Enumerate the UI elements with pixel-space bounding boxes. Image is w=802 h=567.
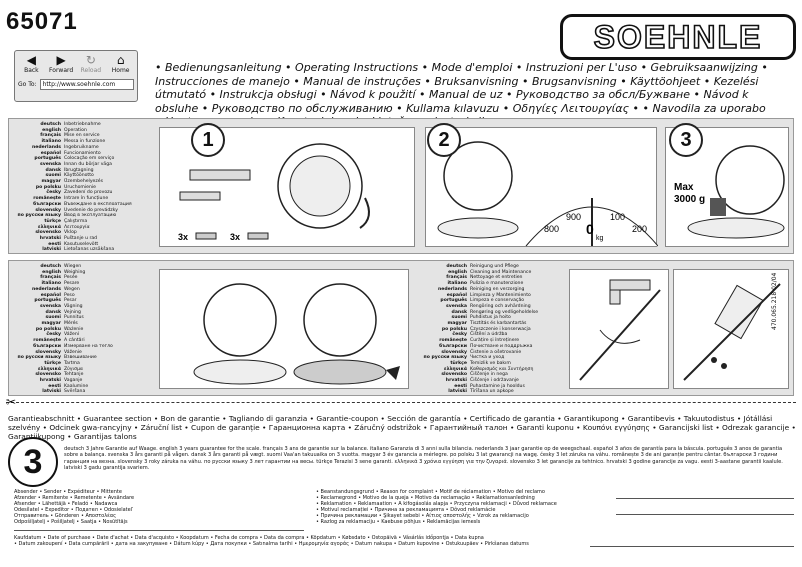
language-term: Puštanje u rad bbox=[64, 236, 98, 242]
sender-label: Absender • Sender • Expéditeur • Mittente bbox=[14, 489, 122, 495]
language-term: Čištění a údržba bbox=[470, 332, 508, 338]
language-name: hrvatski bbox=[39, 236, 61, 242]
language-name: slovensko bbox=[35, 372, 61, 378]
language-term: Čiščenje in nega bbox=[470, 372, 508, 378]
date-label: Kaufdatum • Date of purchase • Date d'achat • Data d'acquisto • Koopdatum • Fecha de compra • Data da compra • Köpdatum • Købsdato • Ostopäivä • Vásárlás időpontja • Data kupna bbox=[14, 535, 484, 541]
language-name: po polsku bbox=[441, 326, 467, 332]
language-name: latviski bbox=[42, 247, 61, 253]
language-term: Çalıştırma bbox=[64, 218, 88, 224]
date-line[interactable] bbox=[590, 546, 794, 547]
browser-illustration bbox=[14, 50, 138, 102]
language-name: slovensky bbox=[441, 349, 467, 355]
language-name: slovensko bbox=[35, 230, 61, 236]
forward-label: Forward bbox=[49, 67, 74, 74]
brand-name: SOEHNLE bbox=[593, 18, 763, 55]
language-name: ελληνικά bbox=[38, 224, 61, 230]
no-water-illustration bbox=[570, 270, 670, 390]
language-term: Rengøring og vedligeholdelse bbox=[470, 309, 539, 315]
language-term: Reinigung und Pflege bbox=[470, 264, 519, 269]
language-term: Czyszczenie i konserwacja bbox=[470, 326, 531, 332]
scale-dial-illustration bbox=[426, 128, 658, 248]
guarantee-sections: Garantieabschnitt • Guarantee section • Bon de garantie • Tagliando di garanzia • Garantie-coupon • Sección de garantía • Certificado de garantia • Garantikupong • Garantibevis • Takuutodistus • Jótállási szelvény • Odcinek gwa-rancyjny • Záruční list • Cupon de garanție • Гаранционна карта • Záručný odstrižok • Гарантийный талон • Garanti kuponu • Κουπόνι εγγύησης • Garancijski list • Odrezak garancije • Garantiikupong • Garantijas talons bbox=[8, 414, 796, 441]
language-term: Vážení bbox=[64, 332, 80, 338]
language-term: Svēršana bbox=[64, 389, 86, 395]
language-name: suomi bbox=[451, 315, 467, 321]
battery-qty-2: 3x bbox=[230, 232, 241, 242]
language-name: hrvatski bbox=[445, 378, 467, 384]
language-name: português bbox=[440, 298, 467, 304]
dial-800: 800 bbox=[544, 224, 560, 234]
sender-label: Odesílatel • Expeditor • Подател • Odosielateľ bbox=[14, 507, 133, 513]
language-name: english bbox=[42, 269, 61, 275]
language-name: magyar bbox=[41, 321, 61, 327]
language-name: български bbox=[439, 343, 467, 349]
language-name: slovensko bbox=[441, 372, 467, 378]
language-term: Wegen bbox=[64, 286, 80, 292]
language-name: latviski bbox=[42, 389, 61, 395]
document-code: 470.065.218 02/04 bbox=[771, 272, 778, 330]
language-term: Temizlik ve bakım bbox=[470, 360, 511, 366]
language-term: Peso bbox=[64, 292, 75, 298]
reason-label: • Beanstandungsgrund • Reason for complaint • Motif de réclamation • Motivo del reclamo bbox=[316, 489, 545, 495]
reason-label: • Razlog za reklamaciju • Kaebuse põhjus • Reklamācijas iemesls bbox=[316, 519, 481, 525]
language-term: Tartma bbox=[64, 360, 80, 366]
language-term: Pesare bbox=[64, 281, 80, 287]
dial-100: 100 bbox=[610, 212, 626, 222]
back-button[interactable] bbox=[18, 54, 45, 74]
tap-illustration-panel bbox=[569, 269, 669, 389]
battery-qty-1: 3x bbox=[178, 232, 189, 242]
language-term: Rengöring och avhärdning bbox=[470, 303, 531, 309]
language-name: eesti bbox=[48, 383, 61, 389]
weighing-cleaning-panel bbox=[8, 260, 794, 396]
back-label: Back bbox=[24, 67, 39, 74]
language-name: česky bbox=[452, 332, 467, 338]
language-name: français bbox=[446, 275, 467, 281]
language-name: suomi bbox=[45, 315, 61, 321]
home-label: Home bbox=[111, 67, 130, 74]
step-number-3: 3 bbox=[669, 123, 703, 157]
language-term: Взвешивание bbox=[64, 355, 97, 361]
language-term: Reiniging en verzorging bbox=[470, 286, 525, 292]
language-name: english bbox=[42, 127, 61, 133]
language-term: Punnitus bbox=[64, 315, 84, 321]
operation-panel bbox=[8, 118, 794, 254]
language-term: Messa in funzione bbox=[64, 139, 106, 145]
max-label: Max bbox=[674, 182, 694, 193]
language-name: slovensky bbox=[35, 349, 61, 355]
language-term: Operation bbox=[64, 127, 87, 133]
language-name: ελληνικά bbox=[444, 366, 467, 372]
language-name: dansk bbox=[45, 167, 61, 173]
goto-label: Go To: bbox=[18, 81, 37, 88]
language-term: Čišćenje i održavanje bbox=[470, 378, 519, 384]
back-arrow-icon: ◀ bbox=[26, 53, 36, 67]
language-name: deutsch bbox=[40, 122, 61, 127]
language-name: slovensky bbox=[35, 207, 61, 213]
language-name: hrvatski bbox=[39, 378, 61, 384]
reason-line-1[interactable] bbox=[616, 498, 794, 499]
cleaning-language-list bbox=[417, 264, 538, 395]
language-name: suomi bbox=[45, 173, 61, 179]
language-term: Mise en service bbox=[64, 133, 100, 139]
language-name: italiano bbox=[41, 281, 61, 287]
language-name: български bbox=[33, 201, 61, 207]
language-name: česky bbox=[46, 332, 61, 338]
sender-line[interactable] bbox=[14, 530, 304, 531]
language-name: türkçe bbox=[44, 218, 61, 224]
dial-200: 200 bbox=[632, 224, 648, 234]
reason-labels bbox=[316, 489, 606, 525]
scissors-icon: ✂ bbox=[6, 395, 17, 409]
url-field[interactable]: http://www.soehnle.com bbox=[40, 79, 134, 90]
language-term: Cleaning and Maintenance bbox=[470, 269, 532, 275]
language-term: Tīrīšana un apkope bbox=[470, 389, 514, 395]
language-name: eesti bbox=[454, 383, 467, 389]
language-term: Weighing bbox=[64, 269, 86, 275]
language-row bbox=[11, 389, 113, 395]
language-term: Ввод в эксплуатацию bbox=[64, 213, 117, 219]
language-term: Vägning bbox=[64, 303, 83, 309]
language-name: po polsku bbox=[35, 326, 61, 332]
language-term: Puhastamine ja hooldus bbox=[470, 383, 525, 389]
language-term: Nettoyage et entretien bbox=[470, 275, 523, 281]
language-name: по русски языку bbox=[17, 355, 61, 361]
language-term: Vklop bbox=[64, 230, 77, 236]
language-term: Puhdistus ja hoito bbox=[470, 315, 511, 321]
language-name: svenska bbox=[39, 161, 61, 167]
language-term: Почистване и поддръжка bbox=[470, 343, 533, 349]
language-term: Чистка и уход bbox=[470, 355, 505, 361]
reason-label: • Причина рекламации • Şikayet sebebi • Αίτιος αποστολής • Vzrok za reklamacijo bbox=[316, 513, 529, 519]
cut-line bbox=[6, 402, 796, 403]
language-name: deutsch bbox=[40, 264, 61, 269]
language-name: português bbox=[34, 298, 61, 304]
language-name: nederlands bbox=[437, 286, 467, 292]
language-name: dansk bbox=[45, 309, 61, 315]
reason-label: • Reklamation • Reklamaation • A kifogásolás alapja • Przyczyna reklamacji • Důvod reklamace bbox=[316, 501, 557, 507]
language-term: Въвеждане в експлоатация bbox=[64, 201, 132, 207]
dial-kg: kg bbox=[596, 235, 604, 242]
sender-label: Отправитель • Gönderen • Αποστολέας bbox=[14, 513, 117, 519]
language-term: Vaganje bbox=[64, 378, 83, 384]
weighing-illustration-panel bbox=[159, 269, 409, 389]
language-name: español bbox=[40, 150, 61, 156]
dial-900: 900 bbox=[566, 212, 582, 222]
language-term: Tehtanje bbox=[64, 372, 84, 378]
language-name: english bbox=[448, 269, 467, 275]
language-term: Pesar bbox=[64, 298, 77, 304]
language-term: Pesée bbox=[64, 275, 78, 281]
language-name: français bbox=[40, 275, 61, 281]
language-name: svenska bbox=[39, 303, 61, 309]
sender-label: Odpošiljatelj • Pošiljatelj • Saatja • Nosūtītājs bbox=[14, 519, 128, 525]
brand-logo bbox=[560, 14, 796, 60]
sender-label: Afzender • Remitente • Remetente • Avsändare bbox=[14, 495, 135, 501]
language-term: Wiegen bbox=[64, 264, 82, 269]
language-term: A cântări bbox=[64, 338, 85, 344]
reload-icon: ↻ bbox=[85, 53, 96, 67]
language-term: Mérés bbox=[64, 321, 78, 327]
language-name: français bbox=[40, 133, 61, 139]
language-term: Vejning bbox=[64, 309, 81, 315]
language-term: Uruchomienie bbox=[64, 184, 97, 190]
language-name: nederlands bbox=[31, 144, 61, 150]
language-name: magyar bbox=[447, 321, 467, 327]
language-term: Kaalumine bbox=[64, 383, 89, 389]
max-value: 3000 g bbox=[674, 194, 706, 205]
language-name: nederlands bbox=[31, 286, 61, 292]
guarantee-text: deutsch 3 Jahre Garantie auf Waage. english 3 years guarantee for the scale. français 3 ans de garantie sur la balance. italiano Garanzia di 3 anni sulla bilancia. nederlands 3 jaar garantie op de weegschaal. español 3 años de garantía para la báscula. português 3 anos de garantia sobre a balança. svenska 3 års garanti på vågen. dansk 3 års garanti på vægt. suomi Vaa'an takuuaika on 3 vuotta. magyar 3 év garancia a mérlegre. po polsku 3 lat gwarancji na wagę. česky 3 let záruka na váhu. românește 3 de ani garanție pentru cântar. български 3 години гаранция на везна. slovensky 3 roky záruka na váhu. по русски языку 3 лет гарантии на весы. türkçe Terazisi 3 sene garanti. ελληνικά 3 χρόνια εγγύηση για την ζυγαριά. slovensko 3 let garancije za tehtnico. hrvatski 3 godine garancije za vagu. eesti 3-aastane garantii kaalule. latviski 3 gadu garantija svariem. bbox=[64, 446, 783, 472]
reload-button[interactable] bbox=[78, 54, 105, 74]
language-name: po polsku bbox=[35, 184, 61, 190]
dial-0: 0 bbox=[586, 221, 594, 237]
language-term: Καθαρισμός και Συντήρηση bbox=[470, 366, 534, 372]
language-name: português bbox=[34, 156, 61, 162]
language-term: Ζύγισμα bbox=[64, 366, 83, 372]
model-number: 65071 bbox=[6, 8, 78, 35]
purchase-date-labels bbox=[14, 535, 574, 547]
language-term: Váženie bbox=[64, 349, 82, 355]
language-name: deutsch bbox=[446, 264, 467, 269]
language-name: magyar bbox=[41, 179, 61, 185]
language-name: dansk bbox=[451, 309, 467, 315]
language-term: Curățire și întreținere bbox=[470, 338, 520, 344]
language-term: Zavedení do provozu bbox=[64, 190, 113, 196]
language-term: Lietošanas uzsākšana bbox=[64, 247, 115, 253]
forward-arrow-icon: ▶ bbox=[56, 53, 66, 67]
reason-label: • Motivul reclamației • Причина за рекламацията • Dôvod reklamácie bbox=[316, 507, 496, 513]
forward-button[interactable] bbox=[48, 54, 75, 74]
language-term: Измерване на тегло bbox=[64, 343, 113, 349]
language-term: Limpieza y Mantenimiento bbox=[470, 292, 531, 298]
language-name: türkçe bbox=[450, 360, 467, 366]
language-name: românește bbox=[33, 196, 61, 202]
language-name: türkçe bbox=[44, 360, 61, 366]
home-button[interactable] bbox=[107, 54, 134, 74]
language-name: italiano bbox=[447, 281, 467, 287]
language-name: românește bbox=[33, 338, 61, 344]
language-name: eesti bbox=[48, 241, 61, 247]
language-term: Colocação em serviço bbox=[64, 156, 115, 162]
weighing-illustration bbox=[160, 270, 410, 390]
language-term: Ważenie bbox=[64, 326, 84, 332]
sender-labels bbox=[14, 489, 304, 525]
reload-label: Reload bbox=[80, 67, 102, 74]
language-term: Ingebruikname bbox=[64, 144, 99, 150]
language-term: Käyttöönotto bbox=[64, 173, 94, 179]
language-term: Kasutuselevõtt bbox=[64, 241, 99, 247]
language-term: Innan du börjar väga bbox=[64, 161, 112, 167]
date-label: • Datum zakoupení • Data cumpărării • дата на закупуване • Dátum kúpy • Дата покупки • Satınalma tarihi • Ημερομηνία αγοράς • Datum nakupa • Datum kupovine • Ostukuupäev • Pirkšanas datums bbox=[14, 541, 529, 547]
language-term: Intrare în funcțiune bbox=[64, 196, 109, 202]
language-term: Čistenie a ošetrovanie bbox=[470, 349, 522, 355]
language-term: Tisztítás és karbantartás bbox=[470, 321, 527, 327]
language-term: Pulizia e manutenzione bbox=[470, 281, 524, 287]
reason-label: • Reclamegrond • Motivo de la queja • Motivo da reclamação • Reklamationsanledning bbox=[316, 495, 535, 501]
instruction-languages: • Bedienungsanleitung • Operating Instructions • Mode d'emploi • Instruzioni per L'uso • Gebruiksaanwijzing • Instrucciones de manejo • Manual de instruções • Bruksanvisning • Brugsanvisning • Käyttöohjeet • Kezelési útmutató • Instrukcja obsługi • Návod k použití • Manual de uz • Руководство за обсл/Бужване • Návod k obsluhe • Руководство по обслуживанию • Kullama kılavuzu • Οδηγίες Λειτουργίας • • Navodila za uporabo bbox=[155, 61, 768, 115]
language-term: Ibrugtagning bbox=[64, 167, 94, 173]
language-row bbox=[11, 247, 132, 253]
language-term: Üzembehelyezés bbox=[64, 179, 104, 185]
sender-label: Afsender • Lähettäjä • Feladó • Nadawca bbox=[14, 501, 118, 507]
language-name: español bbox=[446, 292, 467, 298]
language-name: italiano bbox=[41, 139, 61, 145]
language-row bbox=[417, 389, 538, 395]
step-number-2: 2 bbox=[427, 123, 461, 157]
language-name: по русски языку bbox=[17, 213, 61, 219]
language-term: Funcionamiento bbox=[64, 150, 101, 156]
language-name: svenska bbox=[445, 303, 467, 309]
language-name: latviski bbox=[448, 389, 467, 395]
language-term: Λειτουργία bbox=[64, 224, 90, 230]
step-number-1: 1 bbox=[191, 123, 225, 157]
operation-language-list bbox=[11, 122, 132, 253]
language-name: česky bbox=[46, 190, 61, 196]
language-name: español bbox=[40, 292, 61, 298]
language-name: български bbox=[33, 343, 61, 349]
language-name: ελληνικά bbox=[38, 366, 61, 372]
language-name: românește bbox=[439, 338, 467, 344]
home-icon: ⌂ bbox=[116, 53, 125, 67]
language-term: Limpeza e conservação bbox=[470, 298, 525, 304]
reason-line-2[interactable] bbox=[616, 514, 794, 515]
language-term: Inbetriebnahme bbox=[64, 122, 101, 127]
language-name: по русски языку bbox=[423, 355, 467, 361]
language-term: Uvedenie do prevádzky bbox=[64, 207, 118, 213]
weighing-language-list bbox=[11, 264, 113, 395]
guarantee-seal: 3 bbox=[8, 437, 58, 487]
